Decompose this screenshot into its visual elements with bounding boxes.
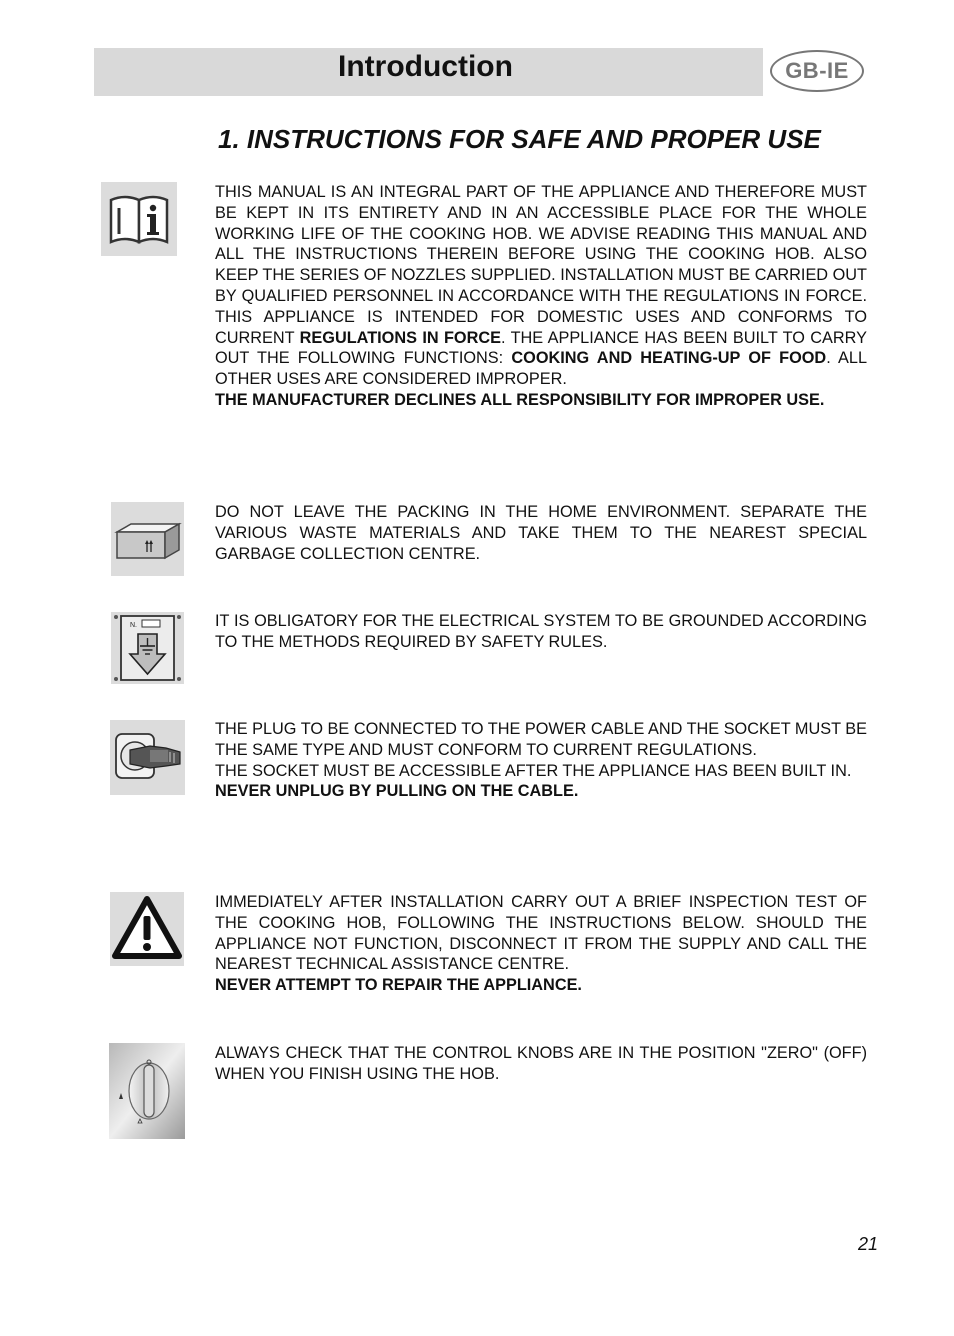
plug-text-1: THE PLUG TO BE CONNECTED TO THE POWER CABLE AND THE SOCKET MUST BE THE SAME TYPE AND MUST CONFORM TO CURRENT REGULATIONS. <box>215 720 867 759</box>
knobs-text: ALWAYS CHECK THAT THE CONTROL KNOBS ARE IN THE POSITION "ZERO" (OFF) WHEN YOU FINISH USING THE HOB. <box>215 1044 867 1083</box>
packing-text: DO NOT LEAVE THE PACKING IN THE HOME ENVIRONMENT. SEPARATE THE VARIOUS WASTE MATERIALS AND TAKE THEM TO THE NEAREST SPECIAL GARBAGE COLLECTION CENTRE. <box>215 503 867 563</box>
ground-icon <box>111 612 184 684</box>
functions-bold: COOKING AND HEATING-UP OF FOOD <box>511 349 827 368</box>
section-title: 1. INSTRUCTIONS FOR SAFE AND PROPER USE <box>218 124 821 154</box>
inspection-warning: NEVER ATTEMPT TO REPAIR THE APPLIANCE. <box>215 976 582 995</box>
warning-triangle-icon <box>110 892 184 966</box>
knobs-block <box>215 1043 867 1085</box>
inspection-text: IMMEDIATELY AFTER INSTALLATION CARRY OUT A BRIEF INSPECTION TEST OF THE COOKING HOB, FOLLOWING THE INSTRUCTIONS BELOW. SHOULD THE APPLIANCE NOT FUNCTION, DISCONNECT IT FROM THE SUPPLY AND CALL THE NEAREST TECHNICAL ASSISTANCE CENTRE. <box>215 893 867 974</box>
packing-box-icon <box>111 502 184 576</box>
page-title: Introduction <box>338 50 513 83</box>
page-number: 21 <box>858 1234 879 1254</box>
manual-block <box>215 182 867 411</box>
manual-info-icon <box>101 182 177 256</box>
manual-warning: THE MANUFACTURER DECLINES ALL RESPONSIBILITY FOR IMPROPER USE. <box>215 390 825 409</box>
plug-socket-icon <box>110 720 185 795</box>
grounding-text: IT IS OBLIGATORY FOR THE ELECTRICAL SYSTEM TO BE GROUNDED ACCORDING TO THE METHODS REQUIRED BY SAFETY RULES. <box>215 612 867 651</box>
control-knob-icon <box>109 1043 185 1139</box>
regulations-bold: REGULATIONS IN FORCE <box>299 328 501 347</box>
plug-block <box>215 719 867 802</box>
language-badge: GB-IE <box>770 50 864 92</box>
manual-text-2: . THE APPLIANCE HAS BEEN BUILT TO CARRY OUT THE FOLLOWING FUNCTIONS: <box>215 328 867 368</box>
plug-warning: NEVER UNPLUG BY PULLING ON THE CABLE. <box>215 782 579 801</box>
inspection-block <box>215 892 867 996</box>
plug-text-2: THE SOCKET MUST BE ACCESSIBLE AFTER THE APPLIANCE HAS BEEN BUILT IN. <box>215 761 852 780</box>
manual-text-1: THIS MANUAL IS AN INTEGRAL PART OF THE APPLIANCE AND THEREFORE MUST BE KEPT IN ITS ENTIRETY AND IN AN ACCESSIBLE PLACE FOR THE WHOLE WORKING LIFE OF THE COOKING HOB. WE ADVISE READING THIS MANUAL AND ALL THE INSTRUCTIONS THEREIN BEFORE USING THE COOKING HOB. ALSO KEEP THE SERIES OF NOZZLES SUPPLIED. INSTALLATION MUST BE CARRIED OUT BY QUALIFIED PERSONNEL IN ACCORDANCE WITH THE REGULATIONS IN FORCE. THIS APPLIANCE IS INTENDED FOR DOMESTIC USES AND CONFORMS TO CURRENT <box>215 183 867 347</box>
manual-paragraph <box>215 182 867 390</box>
packing-block <box>215 502 867 564</box>
ground-icon-label: N. <box>130 622 137 629</box>
grounding-block <box>215 611 867 653</box>
manual-text-3: . ALL OTHER USES ARE CONSIDERED IMPROPER. <box>215 349 867 389</box>
